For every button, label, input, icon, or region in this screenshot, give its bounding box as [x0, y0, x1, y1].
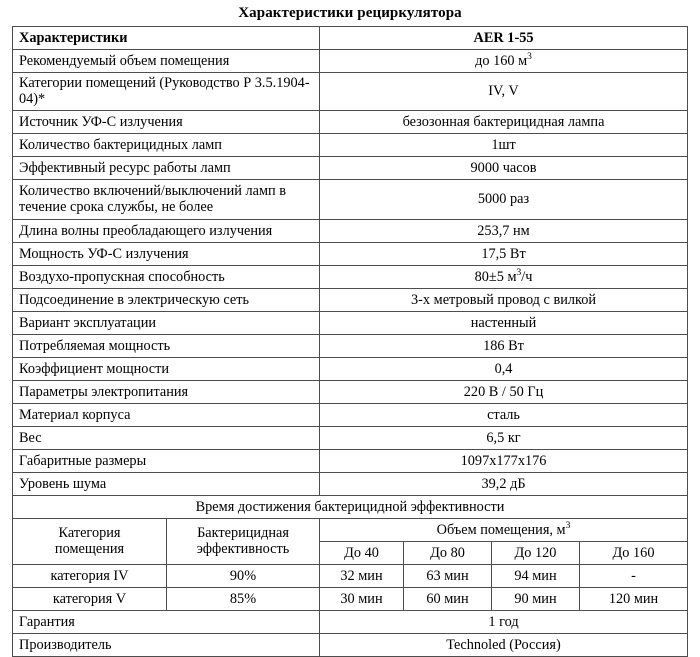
table-row: [13, 427, 688, 450]
row-label: Габаритные размеры: [13, 450, 320, 473]
efficiency-data-row: [13, 565, 688, 588]
recirculator-spec-table: [12, 26, 688, 657]
efficiency-row-efficiency: 90%: [167, 565, 320, 588]
efficiency-row-time-3: 120 мин: [580, 588, 688, 611]
efficiency-data-row: [13, 588, 688, 611]
row-value: 6,5 кг: [320, 427, 688, 450]
row-value: безозонная бактерицидная лампа: [320, 111, 688, 134]
row-label: Потребляемая мощность: [13, 335, 320, 358]
efficiency-col-efficiency-line2: эффективность: [196, 541, 290, 557]
efficiency-row-time-2: 94 мин: [492, 565, 580, 588]
row-label: Источник УФ-С излучения: [13, 111, 320, 134]
row-value: 80±5 $м^3/ч$: [320, 266, 688, 289]
row-label: Вес: [13, 427, 320, 450]
row-value: 3-х метровый провод с вилкой: [320, 289, 688, 312]
spec-table-body: [13, 27, 688, 657]
row-value: 1097x177x176: [320, 450, 688, 473]
table-header-row: [13, 27, 688, 50]
row-label: Производитель: [13, 634, 320, 657]
header-cell-model: AER 1-55: [320, 27, 688, 50]
table-row: [13, 381, 688, 404]
efficiency-row-time-1: 60 мин: [404, 588, 492, 611]
row-label: Длина волны преобладающего излучения: [13, 220, 320, 243]
row-value: 5000 раз: [320, 180, 688, 220]
row-value: сталь: [320, 404, 688, 427]
row-label: Материал корпуса: [13, 404, 320, 427]
row-value: 220 В / 50 Гц: [320, 381, 688, 404]
row-label: Количество бактерицидных ламп: [13, 134, 320, 157]
efficiency-col-category: [13, 519, 167, 565]
page-title: Характеристики рециркулятора: [238, 5, 462, 21]
efficiency-volume-col-1: До 80: [404, 542, 492, 565]
row-value: 253,7 нм: [320, 220, 688, 243]
row-label: Подсоединение в электрическую сеть: [13, 289, 320, 312]
efficiency-row-category: категория V: [13, 588, 167, 611]
efficiency-row-time-2: 90 мин: [492, 588, 580, 611]
table-row: [13, 634, 688, 657]
row-value: 17,5 Вт: [320, 243, 688, 266]
table-row: [13, 243, 688, 266]
row-value: 186 Вт: [320, 335, 688, 358]
table-row: [13, 111, 688, 134]
row-value: настенный: [320, 312, 688, 335]
efficiency-row-efficiency: 85%: [167, 588, 320, 611]
table-row: [13, 289, 688, 312]
row-value: Technoled (Россия): [320, 634, 688, 657]
table-row: [13, 157, 688, 180]
efficiency-col-category-line2: помещения: [54, 541, 125, 557]
efficiency-col-efficiency: [167, 519, 320, 565]
row-value: до 160 $м^3$: [320, 50, 688, 73]
efficiency-volume-col-3: До 160: [580, 542, 688, 565]
row-label: Рекомендуемый объем помещения: [13, 50, 320, 73]
efficiency-row-time-0: 30 мин: [320, 588, 404, 611]
row-value: 1шт: [320, 134, 688, 157]
row-label: Эффективный ресурс работы ламп: [13, 157, 320, 180]
table-row: [13, 358, 688, 381]
efficiency-row-category: категория IV: [13, 565, 167, 588]
table-row: [13, 266, 688, 289]
efficiency-section-title-row: [13, 496, 688, 519]
header-cell-characteristics: Характеристики: [13, 27, 320, 50]
efficiency-row-time-1: 63 мин: [404, 565, 492, 588]
row-label: Коэффициент мощности: [13, 358, 320, 381]
efficiency-row-time-3: -: [580, 565, 688, 588]
row-label: Вариант эксплуатации: [13, 312, 320, 335]
table-row: [13, 50, 688, 73]
efficiency-row-time-0: 32 мин: [320, 565, 404, 588]
row-label: Количество включений/выключений ламп в течение срока службы, не более: [13, 180, 320, 220]
row-value: IV, V: [320, 73, 688, 111]
row-label: Гарантия: [13, 611, 320, 634]
table-row: [13, 220, 688, 243]
efficiency-section-title: Время достижения бактерицидной эффективности: [13, 496, 688, 519]
table-row: [13, 611, 688, 634]
efficiency-volume-col-0: До 40: [320, 542, 404, 565]
table-row: [13, 450, 688, 473]
efficiency-col-category-line1: Категория: [58, 525, 121, 541]
table-row: [13, 404, 688, 427]
row-label: Воздухо-пропускная способность: [13, 266, 320, 289]
efficiency-volume-col-2: До 120: [492, 542, 580, 565]
row-value: 9000 часов: [320, 157, 688, 180]
table-row: [13, 335, 688, 358]
row-value: 39,2 дБ: [320, 473, 688, 496]
table-row: [13, 180, 688, 220]
efficiency-header-row-1: [13, 519, 688, 542]
table-row: [13, 73, 688, 111]
table-row: [13, 473, 688, 496]
row-value: 0,4: [320, 358, 688, 381]
row-label: Мощность УФ-С излучения: [13, 243, 320, 266]
row-label: Параметры электропитания: [13, 381, 320, 404]
table-row: [13, 134, 688, 157]
efficiency-col-volume-group: Объем помещения, $м^3$: [320, 519, 688, 542]
row-value: 1 год: [320, 611, 688, 634]
row-label: Категории помещений (Руководство Р 3.5.1904-04)*: [13, 73, 320, 111]
efficiency-col-efficiency-line1: Бактерицидная: [197, 525, 289, 541]
row-label: Уровень шума: [13, 473, 320, 496]
spec-table-container: [12, 26, 688, 657]
table-row: [13, 312, 688, 335]
